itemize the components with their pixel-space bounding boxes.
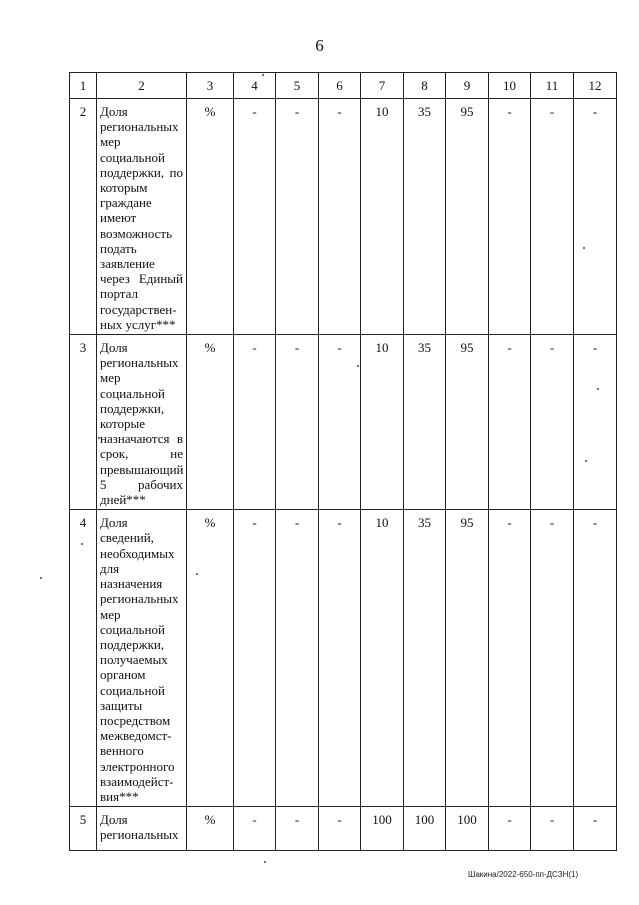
indicator-name-line: региональных: [100, 119, 179, 135]
table-row: [70, 99, 617, 335]
indicator-name-line: государствен-: [100, 301, 177, 317]
value-cell-7: 10: [361, 335, 404, 510]
indicator-name: [97, 335, 187, 510]
indicator-name-line: поддержки,: [100, 400, 165, 416]
indicator-name-line: электронного: [100, 758, 175, 774]
table-row: [70, 510, 617, 807]
indicator-name: [97, 99, 187, 335]
value-cell-12: -: [574, 510, 617, 807]
value-cell-5: -: [276, 510, 319, 807]
indicator-name: [97, 510, 187, 807]
header-row: [70, 73, 617, 99]
value-cell-4: -: [234, 510, 276, 807]
indicator-name-line: превышающий: [100, 461, 184, 477]
header-cell-10: 10: [489, 73, 531, 99]
indicator-name-line: имеют: [100, 210, 137, 226]
scan-speck: [264, 861, 266, 863]
value-cell-8: 35: [404, 99, 446, 335]
value-cell-10: -: [489, 510, 531, 807]
value-cell-7: 10: [361, 510, 404, 807]
indicator-name-line: для: [100, 560, 120, 576]
indicator-name-line: подать: [100, 240, 137, 256]
unit-cell: %: [187, 807, 234, 851]
indicators-table: [69, 72, 617, 851]
value-cell-9: 95: [446, 335, 489, 510]
indicator-name-line: назначаются в: [100, 431, 183, 447]
value-cell-11: -: [531, 335, 574, 510]
value-cell-5: -: [276, 99, 319, 335]
value-cell-6: -: [319, 807, 361, 851]
value-cell-9: 95: [446, 510, 489, 807]
value-cell-11: -: [531, 99, 574, 335]
unit-cell: %: [187, 510, 234, 807]
indicator-name-line: региональных: [100, 355, 179, 371]
indicator-name-line: Доля: [100, 812, 128, 828]
row-number: 5: [70, 807, 97, 851]
value-cell-4: -: [234, 335, 276, 510]
value-cell-12: -: [574, 335, 617, 510]
row-number: 2: [70, 99, 97, 335]
indicator-name-line: ных услуг***: [100, 316, 176, 332]
indicator-name-line: Доля: [100, 515, 128, 531]
header-cell-3: 3: [187, 73, 234, 99]
value-cell-12: -: [574, 807, 617, 851]
indicator-name-line: посредством: [100, 712, 171, 728]
indicator-name-line: сведений,: [100, 530, 154, 546]
value-cell-10: -: [489, 99, 531, 335]
document-code: Шакина/2022-650-пп-ДСЗН(1): [468, 870, 579, 879]
row-number: 4: [70, 510, 97, 807]
indicator-name-line: мер: [100, 606, 121, 622]
indicator-name-line: 5 рабочих: [100, 476, 183, 492]
scan-speck: [583, 247, 585, 249]
value-cell-11: -: [531, 807, 574, 851]
indicator-name-line: которым: [100, 180, 148, 196]
value-cell-4: -: [234, 807, 276, 851]
value-cell-6: -: [319, 335, 361, 510]
value-cell-9: 95: [446, 99, 489, 335]
value-cell-10: -: [489, 807, 531, 851]
indicator-name-line: дней***: [100, 492, 146, 508]
unit-cell: %: [187, 99, 234, 335]
row-number: 3: [70, 335, 97, 510]
header-cell-11: 11: [531, 73, 574, 99]
indicator-name-line: социальной: [100, 149, 165, 165]
indicator-name-line: венного: [100, 743, 144, 759]
indicator-name-line: региональных: [100, 827, 179, 843]
indicator-name-line: получаемых: [100, 652, 168, 668]
value-cell-9: 100: [446, 807, 489, 851]
value-cell-8: 35: [404, 510, 446, 807]
header-cell-6: 6: [319, 73, 361, 99]
table-row: [70, 807, 617, 851]
indicator-name-line: заявление: [100, 256, 155, 272]
header-cell-12: 12: [574, 73, 617, 99]
value-cell-10: -: [489, 335, 531, 510]
page-number: 6: [315, 36, 324, 55]
value-cell-6: -: [319, 99, 361, 335]
indicator-name-line: необходимых: [100, 545, 175, 561]
indicator-name-line: вия***: [100, 788, 139, 804]
value-cell-7: 10: [361, 99, 404, 335]
indicator-name-line: органом: [100, 667, 146, 683]
value-cell-8: 100: [404, 807, 446, 851]
header-cell-7: 7: [361, 73, 404, 99]
value-cell-8: 35: [404, 335, 446, 510]
header-cell-5: 5: [276, 73, 319, 99]
indicator-name-line: назначения: [100, 576, 163, 592]
indicator-name-line: возможность: [100, 225, 173, 241]
indicator-name-line: через Единый: [100, 271, 183, 287]
indicator-name-line: Доля: [100, 104, 128, 119]
header-cell-9: 9: [446, 73, 489, 99]
indicator-name-line: социальной: [100, 385, 165, 401]
scan-speck: [81, 543, 83, 545]
value-cell-6: -: [319, 510, 361, 807]
indicator-name-line: социальной: [100, 621, 165, 637]
indicator-name-line: социальной: [100, 682, 165, 698]
scan-speck: [196, 573, 198, 575]
header-cell-2: 2: [97, 73, 187, 99]
indicator-name-line: Доля: [100, 340, 128, 356]
header-cell-4: 4: [234, 73, 276, 99]
indicator-name-line: которые: [100, 416, 145, 432]
indicator-name-line: защиты: [100, 697, 143, 713]
indicator-name-line: поддержки,: [100, 636, 165, 652]
indicator-name-line: поддержки, по: [100, 164, 183, 180]
indicator-name-line: мер: [100, 134, 121, 150]
scan-speck: [357, 365, 359, 367]
value-cell-5: -: [276, 335, 319, 510]
scan-speck: [597, 388, 599, 390]
header-cell-1: 1: [70, 73, 97, 99]
indicator-name: [97, 807, 187, 851]
header-cell-8: 8: [404, 73, 446, 99]
indicator-name-line: мер: [100, 370, 121, 386]
table-row: [70, 335, 617, 510]
unit-cell: %: [187, 335, 234, 510]
indicator-name-line: портал: [100, 286, 138, 302]
value-cell-12: -: [574, 99, 617, 335]
value-cell-7: 100: [361, 807, 404, 851]
value-cell-5: -: [276, 807, 319, 851]
scan-speck: [262, 74, 264, 76]
scan-speck: [40, 577, 42, 579]
scan-speck: [98, 437, 100, 439]
indicator-name-line: региональных: [100, 591, 179, 607]
indicator-name-line: граждане: [100, 195, 152, 211]
value-cell-11: -: [531, 510, 574, 807]
indicator-name-line: взаимодейст-: [100, 773, 174, 789]
value-cell-4: -: [234, 99, 276, 335]
scan-speck: [585, 460, 587, 462]
indicator-name-line: срок, не: [100, 446, 183, 462]
indicator-name-line: межведомст-: [100, 728, 172, 744]
